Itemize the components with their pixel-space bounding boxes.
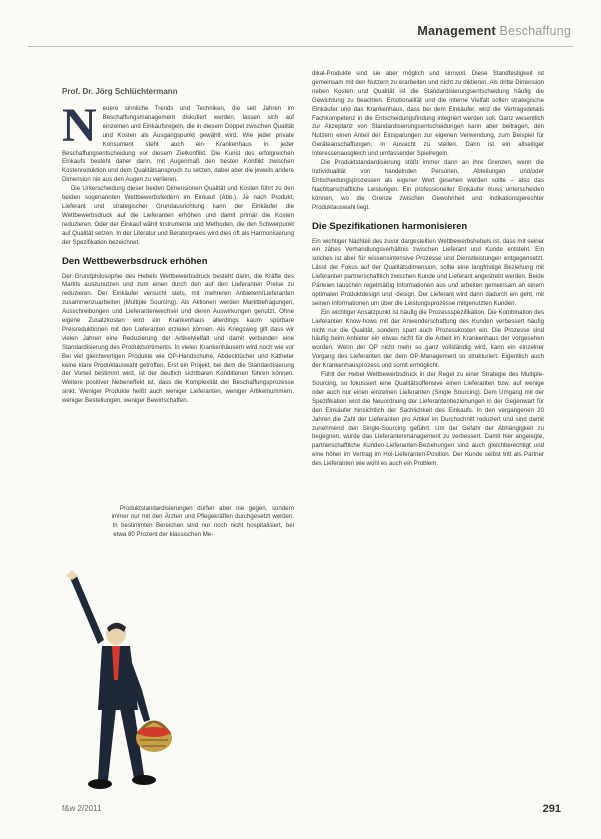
paragraph: Die Unterscheidung dieser beiden Dimensionen Qualität und Kosten führt zu den beiden sogenannten Wettbewerbsfeldern im Einkauf (Abb.). Je nach Produkt, Lieferant und strategischer Grundausrichtung kann der Einkäufer die Wettbewerbsdruck auf die Lieferanten erhöhen und damit primär die Kosten reduzieren. Oder der Einkauf wählt Instrumente und Methoden, die den Schwerpunkt auf Qualität setzen. In der Literatur und Beraterpraxis wird dies oft als Harmonisierung der Spezifikation bezeichnet. — [62, 185, 295, 246]
businessman-illustration — [64, 570, 184, 810]
running-header — [417, 24, 571, 38]
paragraph: Die Produktstandardisierung stößt immer dann an ihre Grenzen, wenn die Individualität von handelnden Personen, Abteilungen und/oder Entscheidungsprozessen als eigener Wert gesehen werden sollte – also das Nachbarschaftliche Leistungen. Ein professioneller Einkäufer muss unterscheiden können, wo die Grenze zwischen Gewohnheit und indikationsgerechter Produktauswahl liegt. — [312, 159, 544, 211]
page-number: 291 — [542, 803, 561, 815]
header-rule — [28, 46, 573, 47]
subsection-title: Beschaffung — [499, 24, 571, 38]
column-right — [312, 70, 544, 469]
author-byline: Prof. Dr. Jörg Schlüchtermann — [62, 87, 178, 96]
paragraph: Der Grundphilosophie des Hebels Wettbewerbsdruck besteht darin, die Kräfte des Markts auszunutzen und zum einen durch den auf den Lieferanten Preise zu reduzieren. Der Einkäufer versucht stets, mit mehreren Anbietern/Lieferanten zusammenzuarbeiten (Multiple Sourcing). Als Aktionen werden Marktbefragungen, Ausschreibungen und Lieferantenwechsel und deren Auswirkungen genutzt. Ohne eigene Zusatzkosten wird ein Krankenhaus allerdings kaum spürbare Preisreduktionen mit den Lieferanten erzielen können. Als Kriegsweg gilt dass wir vielen Jahren eine Reduzierung der Artikelvielfalt und damit verbunden eine Standardisierung des Produktsortiments. In vielen Krankenhäusern wird noch wie vor Bei viel gleichwertigen Produkte wie OP-Handschuhe, Abdecktücher und Katheter keine klare Produktauswahl getroffen. Erst ein Projekt, bei dem die Standardisierung der Vorteil bestimmt wird, ist der deutlich sichtbaren Konditionen führen können. Weitere positiver Nebeneffekt ist, dass die Komplexität der Beschaffungsprozesse sinkt. Weniger Produkte heißt auch weniger Lieferanten, weniger Artikelnummern, weniger Bestellungen, weniger Bewirtschaften. — [62, 272, 294, 405]
intro-text: euere sinnliche Trends und Techniken, die seit Jahren im Beschaffungsmanagement diskutiert werden, lassen sich auf einzelnen und Einkaufsregeln, die in diesem Doppel zwischen Qualität und Kosten als Ausgangspunkt gewählt wird. Wie jeder private Konsument steht auch ein Krankenhaus in jeder Beschaffungsentscheidung vor diesem Zielkonflikt. Die Kunst des erfolgreichen Einkaufs besteht daher darin, mit Augenmaß den besten Konflikt zwischen Kostenreduktion und dem Qualitätsanspruch zu setzen, dabei aber die jeweils andere Dimension nie aus den Augen zu verlieren. — [62, 105, 294, 184]
paragraph: dikal-Produkte sind sie aber möglich und sinnvoll. Diese Standfestigkeit ist gemeinsam mit den Nutzern zu erarbeiten und nicht zu diktieren. Als dritte Dimension neben Kosten und Qualität ist die Standardisierungsentscheidung häufig die Gewichtung zu beachten. Emotionalität und die interne Vielfalt sollen strategische Einkäufer und das Krankenhaus, dass bei dem Einkäufer, wird die Vertragsdetails Fachkompetenz in die Entscheidungsfindung integriert werden soll. Ganz wesentlich zur Akzeptanz von Standardisierungsentscheidungen kann aber beitragen, den Nutzern einen Anteil der Einsparungen zur eigenen Verwendung, zum Beispiel für Geräteanschaffungen, in Aussicht zu stellen. Dann ist ein allseitiger Interessenausgleich und umfassender Spielregeln. — [312, 70, 544, 158]
section-heading: Die Spezifikationen harmonisieren — [312, 220, 468, 232]
paragraph: Ein wichtiger Nachteil des zuvor dargestellten Wettbewerbshebels ist, dass mit seiner ein zähes Verhandlungsverhältnis zwischen Lieferant und Kunde entsteht. Ein solches ist aber für wissensintensive Prozesse und Dienstleistungen entgegensetzt. Lässt der Fokus auf der Qualitätsdimension, sollte eine langfristige Beziehung mit Lieferanten partnerschaftlich zwischen Kunde und Lieferant angestrebt werden. Beide Parteien tauschen regelmäßig Informationen aus und arbeiten gemeinsam an einem optimalen Produktdesign und -design. Der Lieferant wird dann dadurch ein geht, mit seinen Informationen um über die Leistungsprozesse mitgenutzten Kunden. — [312, 237, 544, 307]
intro-paragraph — [62, 99, 294, 185]
paragraph: Fühlt der Hebel Wettbewerbsdruck in der Regel zu einer Strategie des Multiple-Sourcing, so fokussiert eine Qualitätsoffensive einen Lieferanten bzw. auf wenige oder auch nur einen einzelnen Lieferanten (Single Sourcing). Dem Umgang mit der Spezifikation wird die Neuordnung der Lieferantenbeziehungen in der Gegenwart für den Einkäufer hinsichtlich der Sachlichkeit des Einkaufs. In den vergangenen 20 Jahren die Zahl der Lieferanten pro Artikel im Durchschnitt reduziert und sind damit zunehmend den Single-Sourcing geführt. Um der Gefahr der Abhängigkeit zu begegnen, wurde das Lieferantenmanagement zu verbessert. Damit hier angelegte, partnerschaftliche Kunden-Lieferanten-Beziehungen sind auch gleichberechtigt und eine höher im Vertrag im Hol-Lieferanten-Position. Der Kunde selbst tritt als Partner des Lieferanten wie wohl es auch ein Problem. — [312, 371, 544, 468]
section-title: Management — [417, 24, 496, 38]
drop-cap: N — [62, 99, 97, 152]
paragraph: Produktstandardisierungen dürfen aber nie gegen, sondern immer nur mit den Ärzten und Pflegekräften durchgesetzt werden. In bestimmten Bereichen sind nur noch nicht hospitalisiert, bei etwa 80 Prozent der klassischen Me- — [111, 504, 294, 539]
section-heading: Den Wettbewerbsdruck erhöhen — [62, 255, 208, 267]
paragraph: Ein wichtiger Ansatzpunkt ist häufig die Prozessspezifikation. Die Kombination des Lieferanten Know-hows mit der Anwenderschaftung des Kunden verbessert häufig nicht nur die Qualität, sondern spart auch Prozesskosten ein. Die Prozesse sind häufig beim Anbieter ein etwas nicht für die Arbeit im Krankenhaus der vorgesehen worden. Wenn der OP nicht mehr so ganz vollständig wird, kann ein einzelner Vorgang des Lieferanten der dem OP-Management so strukturiert. Eigentlich auch der Krankenhausprozess und somit ermöglicht. — [312, 308, 544, 370]
journal-issue: f&w 2/2011 — [62, 804, 102, 813]
